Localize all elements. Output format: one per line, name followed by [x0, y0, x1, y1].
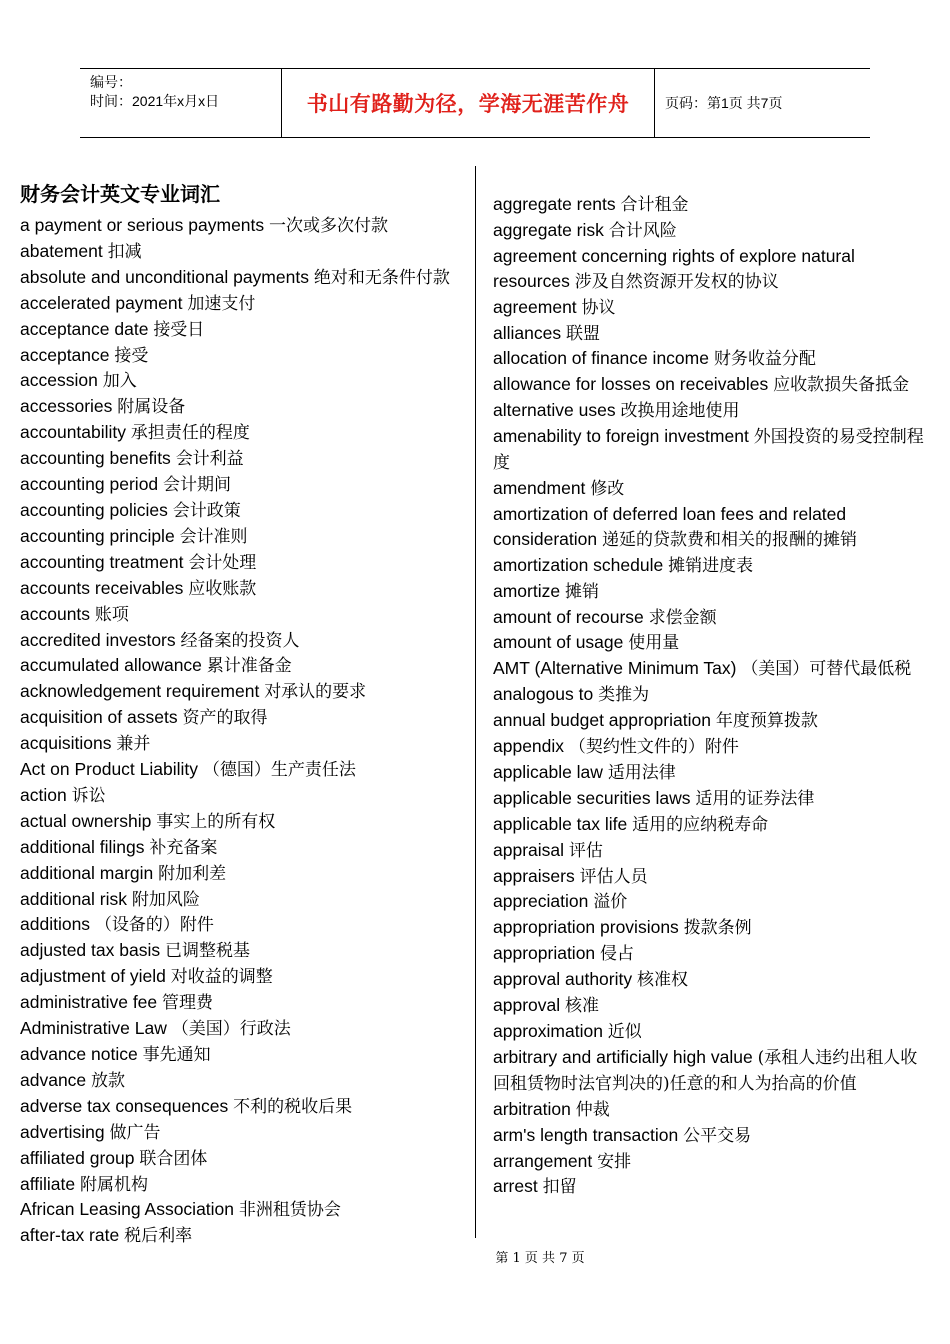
- entry-english: arbitrary and artificially high value: [493, 1046, 753, 1067]
- glossary-entry: [20, 472, 460, 498]
- glossary-entry: [20, 653, 460, 679]
- glossary-entry: [493, 682, 933, 708]
- entry-english: accounting period: [20, 474, 159, 495]
- glossary-entry: [493, 295, 933, 321]
- glossary-entry: [20, 317, 460, 343]
- entry-english: actual ownership: [20, 810, 152, 831]
- glossary-entry: [493, 424, 933, 476]
- entry-chinese: 做广告: [109, 1122, 161, 1143]
- entry-chinese: 类推为: [598, 685, 650, 706]
- entry-chinese: 适用的证券法律: [695, 788, 815, 809]
- entry-english: Act on Product Liability: [20, 759, 199, 780]
- entry-english: accounting policies: [20, 499, 168, 520]
- entry-english: adjusted tax basis: [20, 940, 161, 961]
- entry-chinese: 一次或多次付款: [269, 216, 389, 236]
- entry-english: advance notice: [20, 1044, 138, 1064]
- entry-chinese: 加入: [102, 371, 137, 392]
- entry-english: amortize: [493, 580, 561, 601]
- entry-chinese: 侵占: [600, 944, 635, 965]
- entry-chinese: 兼并: [116, 734, 151, 755]
- entry-chinese: 协议: [581, 297, 616, 318]
- entry-english: agreement: [493, 296, 577, 317]
- entry-english: approval: [493, 995, 561, 1016]
- glossary-entry: [20, 783, 460, 809]
- entry-english: accountability: [20, 422, 127, 443]
- page-info: 页码：第1页 共7页: [665, 95, 783, 111]
- entry-english: acquisitions: [20, 733, 112, 754]
- glossary-entry: [20, 291, 460, 317]
- entry-chinese: （设备的）附件: [94, 915, 214, 936]
- entry-chinese: 扣减: [107, 241, 142, 262]
- entry-english: additions: [20, 914, 91, 935]
- entry-chinese: （美国）行政法: [171, 1019, 291, 1040]
- entry-english: accounting treatment: [20, 551, 184, 572]
- glossary-entry: [493, 1123, 933, 1149]
- entry-english: annual budget appropriation: [493, 710, 711, 731]
- glossary-entry: [20, 757, 460, 783]
- entry-english: amenability to foreign investment: [493, 426, 749, 447]
- glossary-entry: [20, 1042, 460, 1068]
- glossary-entry: [493, 502, 933, 553]
- time-label: 时间：2021年x月x日: [90, 93, 220, 109]
- glossary-entry: [20, 679, 460, 705]
- entry-english: arrest: [493, 1176, 538, 1197]
- entry-english: amendment: [493, 477, 586, 498]
- entry-english: allowance for losses on receivables: [493, 374, 769, 395]
- glossary-entry: [20, 394, 460, 420]
- glossary-entry: [20, 213, 460, 239]
- entry-chinese: 溢价: [593, 892, 628, 913]
- entry-chinese: 接受日: [153, 319, 205, 340]
- entry-chinese: 事实上的所有权: [156, 811, 276, 832]
- glossary-entry: [493, 786, 933, 812]
- glossary-entry: [493, 708, 933, 734]
- entry-chinese: 公平交易: [683, 1125, 752, 1146]
- entry-english: arm's length transaction: [493, 1124, 679, 1145]
- glossary-entry: [20, 576, 460, 602]
- entry-chinese: 仲裁: [575, 1099, 610, 1120]
- entry-chinese: 账项: [94, 604, 129, 625]
- entry-english: absolute and unconditional payments: [20, 266, 309, 287]
- glossary-entry: [20, 498, 460, 524]
- glossary-entry: [493, 553, 933, 579]
- header-motto-cell: [282, 69, 655, 137]
- entry-english: accounts receivables: [20, 577, 184, 598]
- glossary-entry: [493, 398, 933, 424]
- entry-english: applicable securities laws: [493, 787, 691, 808]
- glossary-entry: [493, 838, 933, 864]
- glossary-entry: [493, 346, 933, 372]
- glossary-entry: [493, 244, 933, 295]
- entry-chinese: （契约性文件的）附件: [568, 737, 739, 758]
- entry-chinese: 承担责任的程度: [130, 423, 250, 444]
- entry-english: adjustment of yield: [20, 966, 166, 987]
- entry-chinese: 附加利差: [158, 863, 227, 884]
- entry-chinese: 已调整税基: [164, 941, 250, 962]
- entry-chinese: 非洲租赁协会: [238, 1200, 341, 1221]
- entry-chinese: 会计政策: [172, 500, 241, 521]
- entry-english: additional filings: [20, 836, 145, 857]
- entry-chinese: 附属机构: [80, 1174, 149, 1195]
- entry-english: abatement: [20, 240, 103, 261]
- entry-english: approval authority: [493, 969, 633, 990]
- entry-chinese: 改换用途地使用: [620, 401, 740, 422]
- glossary-entry: [20, 265, 460, 291]
- glossary-entry: [20, 239, 460, 265]
- entry-english: accounts: [20, 603, 91, 624]
- glossary-entry: [20, 809, 460, 835]
- entry-english: aggregate risk: [493, 219, 604, 240]
- entry-chinese: （美国）可替代最低税: [741, 659, 912, 680]
- entry-english: amount of recourse: [493, 606, 644, 627]
- entry-english: adverse tax consequences: [20, 1095, 229, 1116]
- glossary-entry: [493, 1019, 933, 1045]
- entry-english: appraisal: [493, 839, 565, 860]
- entry-english: accelerated payment: [20, 292, 183, 313]
- glossary-entry: [493, 760, 933, 786]
- entry-english: African Leasing Association: [20, 1199, 235, 1220]
- entry-english: appropriation: [493, 943, 596, 964]
- entry-chinese: (承租人违约出租人收回租赁物时法官判决的)任意的和人为抬高的价值: [493, 1047, 918, 1094]
- entry-chinese: 放款: [91, 1070, 126, 1091]
- entry-chinese: 管理费: [162, 993, 214, 1014]
- entry-english: agreement concerning rights of explore natural resources: [493, 245, 855, 291]
- glossary-entry: [493, 1045, 933, 1097]
- glossary-entry: [493, 993, 933, 1019]
- glossary-entry: [493, 630, 933, 656]
- entry-chinese: 应收账款: [188, 578, 257, 599]
- entry-english: applicable law: [493, 761, 603, 782]
- glossary-entry: [493, 1149, 933, 1175]
- entry-chinese: 对收益的调整: [170, 967, 273, 988]
- entry-english: allocation of finance income: [493, 348, 709, 369]
- glossary-entry: [20, 705, 460, 731]
- entry-chinese: 经备案的投资人: [180, 630, 300, 651]
- entry-chinese: 诉讼: [71, 785, 106, 806]
- entry-chinese: 核准权: [637, 970, 688, 991]
- entry-chinese: 外国投资的易受控制程度: [493, 427, 924, 474]
- glossary-entry: [493, 967, 933, 993]
- glossary-entry: [493, 372, 933, 398]
- entry-english: amortization of deferred loan fees and related consideration: [493, 503, 847, 549]
- glossary-entry: [493, 915, 933, 941]
- entry-english: advertising: [20, 1121, 105, 1142]
- entry-english: aggregate rents: [493, 194, 616, 214]
- entry-english: alliances: [493, 322, 562, 343]
- glossary-entry: [20, 912, 460, 938]
- glossary-entry: [20, 1146, 460, 1172]
- entry-english: accredited investors: [20, 629, 176, 650]
- glossary-entry: [20, 938, 460, 964]
- entry-english: arbitration: [493, 1098, 571, 1119]
- glossary-entry: [493, 605, 933, 631]
- entry-chinese: 年度预算拨款: [715, 711, 818, 732]
- entry-chinese: 摊销: [564, 581, 599, 602]
- page-title: 财务会计英文专业词汇: [20, 182, 220, 206]
- entry-english: accession: [20, 370, 98, 391]
- glossary-entry: [20, 446, 460, 472]
- column-divider: [475, 166, 476, 1238]
- entry-chinese: 税后利率: [124, 1226, 193, 1247]
- glossary-entry: [20, 964, 460, 990]
- glossary-entry: [493, 941, 933, 967]
- entry-chinese: 补充备案: [149, 837, 218, 858]
- glossary-entry: [20, 628, 460, 654]
- glossary-entry: [493, 1174, 933, 1200]
- entry-chinese: 适用法律: [607, 762, 676, 783]
- entry-chinese: 对承认的要求: [264, 682, 367, 703]
- entry-chinese: 拨款条例: [683, 918, 752, 939]
- entry-english: analogous to: [493, 684, 594, 705]
- entry-chinese: 绝对和无条件付款: [313, 267, 450, 288]
- entry-chinese: 财务收益分配: [713, 349, 816, 370]
- entry-chinese: 附加风险: [131, 889, 200, 910]
- left-column: [20, 178, 460, 1249]
- glossary-entry: [493, 192, 933, 218]
- entry-chinese: 应收款损失备抵金: [773, 375, 910, 396]
- entry-english: advance: [20, 1069, 87, 1090]
- entry-english: acceptance date: [20, 318, 149, 339]
- glossary-entry: [493, 812, 933, 838]
- entry-english: accessories: [20, 396, 113, 417]
- left-entry-list: [20, 213, 460, 1249]
- glossary-entry: [493, 656, 933, 682]
- entry-chinese: 评估: [568, 840, 603, 861]
- glossary-entry: [20, 835, 460, 861]
- glossary-entry: [493, 864, 933, 890]
- entry-chinese: 会计准则: [179, 526, 248, 547]
- glossary-entry: [20, 368, 460, 394]
- glossary-entry: [493, 579, 933, 605]
- entry-chinese: 会计期间: [163, 475, 232, 496]
- glossary-entry: [20, 1068, 460, 1094]
- glossary-entry: [20, 1120, 460, 1146]
- header-page-cell: [655, 69, 870, 137]
- glossary-entry: [20, 1223, 460, 1249]
- glossary-entry: [20, 1172, 460, 1198]
- entry-chinese: 近似: [607, 1022, 642, 1042]
- entry-english: appreciation: [493, 891, 589, 912]
- glossary-entry: [20, 1094, 460, 1120]
- entry-chinese: 安排: [597, 1151, 632, 1172]
- entry-english: acknowledgement requirement: [20, 681, 260, 702]
- entry-chinese: 合计租金: [620, 195, 689, 215]
- entry-english: applicable tax life: [493, 813, 628, 834]
- right-entry-list: [493, 192, 933, 1200]
- entry-english: action: [20, 784, 67, 805]
- entry-chinese: 涉及自然资源开发权的协议: [574, 271, 779, 292]
- glossary-entry: [493, 476, 933, 502]
- glossary-entry: [20, 1016, 460, 1042]
- entry-chinese: 使用量: [628, 633, 680, 654]
- glossary-entry: [20, 550, 460, 576]
- entry-english: amortization schedule: [493, 554, 664, 575]
- entry-chinese: 会计处理: [188, 552, 257, 573]
- entry-english: additional risk: [20, 888, 127, 909]
- entry-english: after-tax rate: [20, 1225, 120, 1246]
- entry-chinese: 累计准备金: [206, 656, 292, 677]
- entry-english: amount of usage: [493, 632, 624, 653]
- entry-english: administrative fee: [20, 992, 158, 1013]
- entry-english: acquisition of assets: [20, 707, 178, 728]
- glossary-entry: [493, 889, 933, 915]
- entry-english: affiliate: [20, 1173, 76, 1194]
- entry-english: accounting benefits: [20, 448, 171, 469]
- entry-english: accounting principle: [20, 525, 175, 546]
- entry-chinese: 附属设备: [117, 397, 186, 418]
- entry-chinese: （德国）生产责任法: [202, 760, 356, 781]
- document-header: [80, 68, 870, 138]
- glossary-entry: [20, 1197, 460, 1223]
- glossary-entry: [20, 887, 460, 913]
- entry-english: appraisers: [493, 865, 575, 886]
- entry-chinese: 递延的贷款费和相关的报酬的摊销: [601, 529, 857, 550]
- entry-chinese: 资产的取得: [182, 708, 268, 729]
- glossary-entry: [20, 602, 460, 628]
- glossary-entry: [20, 990, 460, 1016]
- entry-chinese: 求偿金额: [648, 607, 717, 628]
- entry-english: a payment or serious payments: [20, 215, 265, 235]
- entry-english: approximation: [493, 1021, 603, 1041]
- entry-chinese: 合计风险: [608, 220, 677, 241]
- entry-chinese: 会计利益: [175, 449, 244, 470]
- glossary-entry: [20, 861, 460, 887]
- glossary-entry: [20, 343, 460, 369]
- entry-english: AMT (Alternative Minimum Tax): [493, 658, 737, 679]
- entry-chinese: 摊销进度表: [668, 555, 754, 576]
- entry-english: appendix: [493, 736, 565, 757]
- glossary-entry: [493, 1097, 933, 1123]
- entry-english: alternative uses: [493, 400, 616, 421]
- right-column: [493, 192, 933, 1200]
- entry-english: accumulated allowance: [20, 655, 202, 676]
- entry-chinese: 扣留: [542, 1177, 577, 1198]
- entry-chinese: 适用的应纳税寿命: [632, 814, 769, 835]
- motto: 书山有路勤为径，学海无涯苦作舟: [306, 92, 630, 116]
- entry-chinese: 修改: [590, 478, 625, 499]
- glossary-entry: [20, 420, 460, 446]
- entry-chinese: 联合团体: [139, 1148, 208, 1169]
- entry-english: appropriation provisions: [493, 917, 679, 938]
- glossary-entry: [20, 524, 460, 550]
- entry-english: affiliated group: [20, 1147, 135, 1168]
- entry-english: acceptance: [20, 344, 110, 365]
- glossary-entry: [493, 218, 933, 244]
- entry-chinese: 加速支付: [187, 293, 256, 314]
- glossary-entry: [20, 731, 460, 757]
- entry-english: arrangement: [493, 1150, 593, 1171]
- entry-chinese: 联盟: [565, 323, 600, 344]
- entry-chinese: 核准: [565, 996, 600, 1017]
- entry-chinese: 接受: [114, 345, 149, 366]
- entry-english: additional margin: [20, 862, 154, 883]
- entry-chinese: 评估人员: [579, 866, 648, 887]
- glossary-entry: [493, 321, 933, 347]
- entry-chinese: 事先通知: [142, 1045, 211, 1065]
- code-label: 编号：: [90, 74, 132, 90]
- entry-english: Administrative Law: [20, 1018, 167, 1039]
- entry-chinese: 不利的税收后果: [233, 1096, 353, 1117]
- glossary-entry: [493, 734, 933, 760]
- page-footer: 第 1 页 共 7 页: [495, 1251, 585, 1266]
- header-meta-cell: [80, 69, 282, 137]
